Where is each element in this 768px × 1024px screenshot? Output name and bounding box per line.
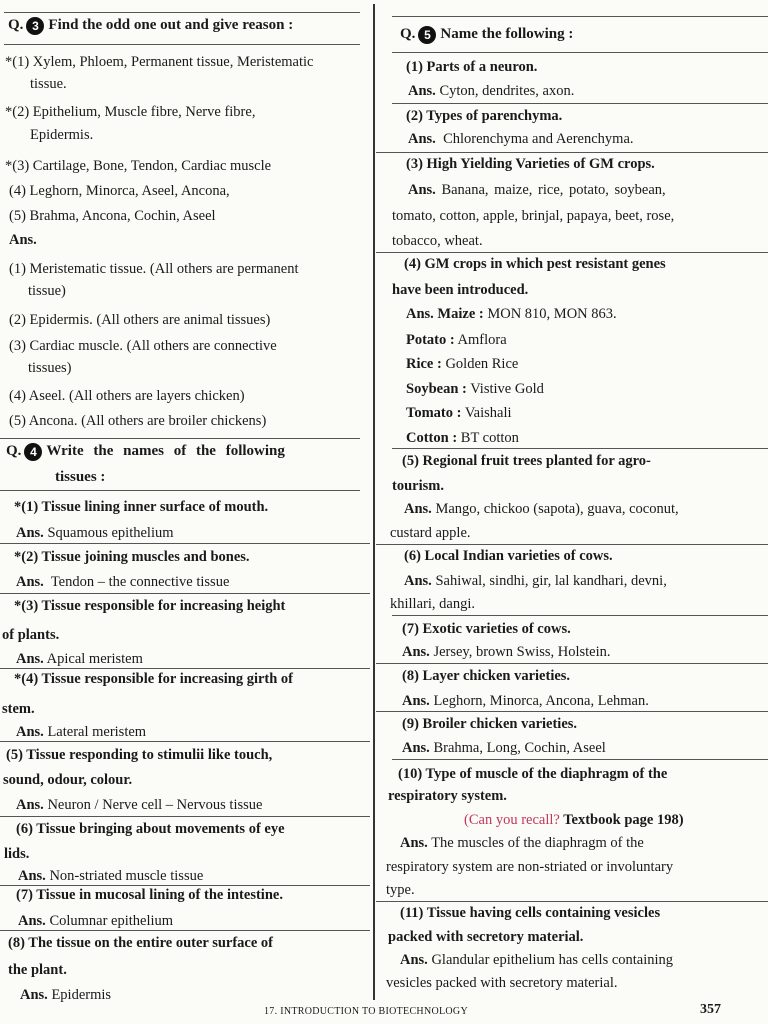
rule (376, 152, 768, 153)
answer-row (16, 723, 146, 741)
answer-label: Ans. (402, 644, 430, 660)
rule (392, 16, 768, 17)
answer-text-continued: tobacco, wheat. (392, 233, 483, 249)
answer-row (408, 82, 574, 100)
answer-label: Ans. (408, 131, 436, 147)
rule (392, 448, 768, 449)
answer-text: The muscles of the diaphragm of the (431, 835, 644, 851)
question-item: *(3) Tissue responsible for increasing height (14, 598, 286, 614)
question-title: Name the following : (440, 26, 574, 42)
answer-row (402, 643, 611, 661)
question-item: (5) Regional fruit trees planted for agro- (402, 453, 651, 469)
answer-text-continued: respiratory system are non-striated or involuntary (386, 859, 674, 875)
question-item: (6) Local Indian varieties of cows. (404, 548, 613, 564)
answer-text: Neuron / Nerve cell – Nervous tissue (47, 797, 263, 813)
question-label: Q. (8, 17, 24, 33)
answer-text: Apical meristem (46, 651, 143, 667)
gm-crop-row (406, 331, 507, 349)
crop-value: Vaishali (461, 405, 512, 421)
rule (376, 663, 768, 664)
question-item: (9) Broiler chicken varieties. (402, 716, 578, 732)
question-item: (2) Types of parenchyma. (406, 108, 563, 124)
answer-text: Tendon – the connective tissue (50, 574, 230, 590)
question-title: Find the odd one out and give reason : (48, 17, 294, 33)
gm-crop-row (406, 355, 518, 373)
question-item-continued: respiratory system. (388, 788, 507, 804)
question-item-continued: tourism. (392, 478, 444, 494)
rule (0, 668, 370, 669)
question-item: (8) Layer chicken varieties. (402, 668, 571, 684)
question-title-continued: tissues : (55, 469, 106, 485)
answer-text: Sahiwal, sindhi, gir, lal kandhari, devni, (435, 573, 667, 589)
page-number: 357 (700, 1002, 721, 1017)
question-item: *(1) Tissue lining inner surface of mouth. (14, 499, 269, 515)
answer-row (18, 912, 173, 930)
crop-label: Tomato : (406, 405, 462, 421)
question-number-badge: 5 (418, 26, 436, 44)
answer-item: (1) Meristematic tissue. (All others are permanent (9, 261, 299, 277)
answer-text: Lateral meristem (47, 724, 147, 740)
question-item: (4) GM crops in which pest resistant genes (404, 256, 666, 272)
list-item: Epidermis. (30, 127, 94, 143)
rule (4, 12, 360, 13)
crop-value: Vistive Gold (466, 381, 544, 397)
answer-label: Ans. (18, 868, 46, 884)
answer-text: Non-striated muscle tissue (49, 868, 204, 884)
crop-label: Cotton : (406, 430, 458, 446)
rule (0, 930, 370, 931)
answer-text-continued: tomato, cotton, apple, brinjal, papaya, beet, rose, (392, 208, 675, 224)
answer-text: Cyton, dendrites, axon. (439, 83, 575, 99)
question-item: (6) Tissue bringing about movements of eye (16, 821, 285, 837)
answer-label: Ans. (16, 574, 44, 590)
answer-label: Ans. (16, 724, 44, 740)
question-item-continued: have been introduced. (392, 282, 529, 298)
answer-item: tissues) (28, 360, 72, 376)
answer-row (16, 573, 229, 591)
answer-text-continued: vesicles packed with secretory material. (386, 975, 618, 991)
question-4-heading (6, 443, 285, 461)
rule (392, 103, 768, 104)
answer-text: Squamous epithelium (47, 525, 174, 541)
answer-row (400, 951, 673, 969)
list-item: (5) Brahma, Ancona, Cochin, Aseel (9, 208, 216, 224)
question-label: Q. (400, 26, 416, 42)
list-item: *(2) Epithelium, Muscle fibre, Nerve fibre, (5, 104, 256, 120)
rule (376, 544, 768, 545)
answer-text: Columnar epithelium (49, 913, 174, 929)
answer-row (18, 867, 203, 885)
answer-text: Glandular epithelium has cells containing (431, 952, 674, 968)
rule (0, 593, 370, 594)
textbook-reference (464, 811, 684, 829)
answer-text-continued: type. (386, 882, 415, 898)
gm-crop-row (406, 380, 544, 398)
question-item: *(4) Tissue responsible for increasing girth of (14, 671, 294, 687)
question-item: (3) High Yielding Varieties of GM crops. (406, 156, 655, 172)
answer-text: Epidermis (51, 987, 112, 1003)
question-item: (7) Exotic varieties of cows. (402, 621, 571, 637)
list-item: *(1) Xylem, Phloem, Permanent tissue, Meristematic (5, 54, 314, 70)
answer-row (408, 181, 666, 199)
rule (0, 543, 370, 544)
answer-text: Leghorn, Minorca, Ancona, Lehman. (433, 693, 649, 709)
question-item: (7) Tissue in mucosal lining of the intestine. (16, 887, 283, 903)
question-item-continued: of plants. (2, 627, 60, 643)
crop-value: BT cotton (457, 430, 519, 446)
question-item-continued: the plant. (8, 962, 67, 978)
question-3-heading (8, 17, 293, 35)
answer-row (16, 796, 262, 814)
question-number-badge: 4 (24, 443, 42, 461)
answer-label: Ans. (404, 501, 432, 517)
question-5-heading (400, 26, 573, 44)
question-item-continued: lids. (4, 846, 30, 862)
rule (376, 252, 768, 253)
answer-label: Ans. (400, 835, 428, 851)
answer-label: Ans. (20, 987, 48, 1003)
answer-label: Ans. (404, 573, 432, 589)
question-item: (8) The tissue on the entire outer surface of (8, 935, 273, 951)
answer-label: Ans. (400, 952, 428, 968)
rule (4, 44, 360, 45)
answer-label: Ans. (408, 83, 436, 99)
question-item: (1) Parts of a neuron. (406, 59, 538, 75)
answer-row (402, 692, 649, 710)
answer-row (402, 739, 606, 757)
question-item-continued: packed with secretory material. (388, 929, 584, 945)
answer-label: Ans. (9, 232, 37, 248)
recall-open-paren: ( (464, 812, 469, 828)
answer-item: (4) Aseel. (All others are layers chicken) (9, 388, 245, 404)
crop-label: Rice : (406, 356, 442, 372)
answer-row (400, 834, 644, 852)
list-item: tissue. (30, 76, 67, 92)
recall-page-ref: Textbook page 198) (559, 812, 684, 828)
crop-label: Ans. Maize : (406, 306, 484, 322)
answer-item: (3) Cardiac muscle. (All others are connective (9, 338, 277, 354)
answer-label: Ans. (408, 182, 436, 198)
rule (0, 741, 370, 742)
answer-row (404, 572, 667, 590)
answer-label: Ans. (16, 651, 44, 667)
answer-text-continued: khillari, dangi. (390, 596, 475, 612)
crop-value: MON 810, MON 863. (483, 306, 617, 322)
answer-row (404, 500, 679, 518)
answer-label: Ans. (16, 797, 44, 813)
question-number-badge: 3 (26, 17, 44, 35)
answer-text: Mango, chickoo (sapota), guava, coconut, (435, 501, 679, 517)
list-item: (4) Leghorn, Minorca, Aseel, Ancona, (9, 183, 230, 199)
gm-crop-row (406, 404, 512, 422)
answer-label: Ans. (16, 525, 44, 541)
question-title: Write the names of the following (46, 443, 285, 459)
answer-item: (2) Epidermis. (All others are animal tissues) (9, 312, 271, 328)
question-item: (11) Tissue having cells containing vesicles (400, 905, 661, 921)
answer-row (20, 986, 111, 1004)
answer-label: Ans. (18, 913, 46, 929)
question-item-continued: stem. (2, 701, 35, 717)
question-item: (5) Tissue responding to stimulii like touch, (6, 747, 273, 763)
crop-value: Amflora (454, 332, 507, 348)
answer-row (408, 130, 634, 148)
answer-item: (5) Ancona. (All others are broiler chickens) (9, 413, 267, 429)
answer-text: Jersey, brown Swiss, Holstein. (433, 644, 611, 660)
answer-row (16, 650, 143, 668)
list-item: *(3) Cartilage, Bone, Tendon, Cardiac muscle (5, 158, 272, 174)
rule (376, 711, 768, 712)
answer-text: Brahma, Long, Cochin, Aseel (433, 740, 606, 756)
crop-label: Soybean : (406, 381, 467, 397)
gm-crop-row (406, 429, 519, 447)
rule (0, 816, 370, 817)
question-item: *(2) Tissue joining muscles and bones. (14, 549, 250, 565)
answer-item: tissue) (28, 283, 66, 299)
answer-label: Ans. (402, 693, 430, 709)
answer-text-continued: custard apple. (390, 525, 471, 541)
question-label: Q. (6, 443, 22, 459)
column-divider (373, 4, 375, 1000)
rule (392, 52, 768, 53)
rule (392, 615, 768, 616)
rule (392, 759, 768, 760)
rule (0, 490, 360, 491)
answer-label: Ans. (402, 740, 430, 756)
answer-text: Chlorenchyma and Aerenchyma. (443, 131, 634, 147)
recall-label: Can you recall? (468, 812, 560, 828)
question-item: (10) Type of muscle of the diaphragm of the (398, 766, 668, 782)
gm-crop-row (406, 305, 617, 323)
crop-value: Golden Rice (441, 356, 519, 372)
rule (376, 901, 768, 902)
crop-label: Potato : (406, 332, 455, 348)
answer-row (16, 524, 174, 542)
rule (0, 438, 360, 439)
chapter-footer: 17. INTRODUCTION TO BIOTECHNOLOGY (264, 1006, 468, 1017)
answer-text: Banana, maize, rice, potato, soybean, (441, 182, 666, 198)
question-item-continued: sound, odour, colour. (3, 772, 133, 788)
